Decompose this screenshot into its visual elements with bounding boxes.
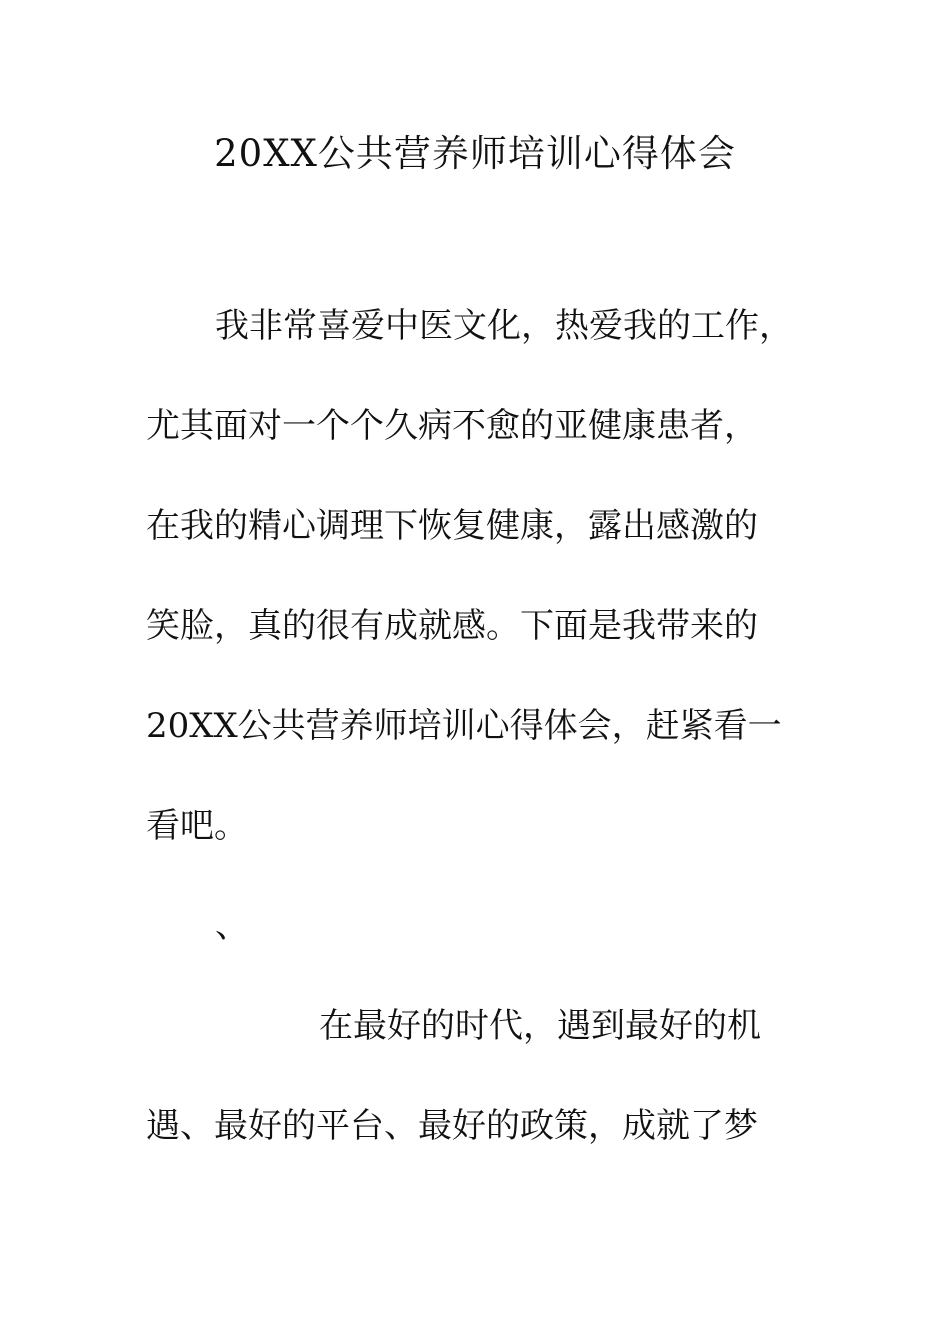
paragraph-line: 在我的精心调理下恢复健康，露出感激的 (146, 506, 758, 546)
paragraph-line: 我非常喜爱中医文化，热爱我的工作， (215, 306, 793, 346)
paragraph-line: 尤其面对一个个久病不愈的亚健康患者， (146, 406, 758, 446)
paragraph-line: 在最好的时代，遇到最好的机 (319, 1006, 761, 1046)
paragraph-line: 、 (215, 906, 249, 946)
paragraph-line: 笑脸，真的很有成就感。下面是我带来的 (146, 606, 758, 646)
paragraph-line: 看吧。 (146, 806, 248, 846)
paragraph-line: 遇、最好的平台、最好的政策，成就了梦 (146, 1106, 758, 1146)
paragraph-line: 20XX公共营养师培训心得体会，赶紧看一 (146, 706, 782, 746)
document-title: 20XX公共营养师培训心得体会 (214, 132, 736, 175)
